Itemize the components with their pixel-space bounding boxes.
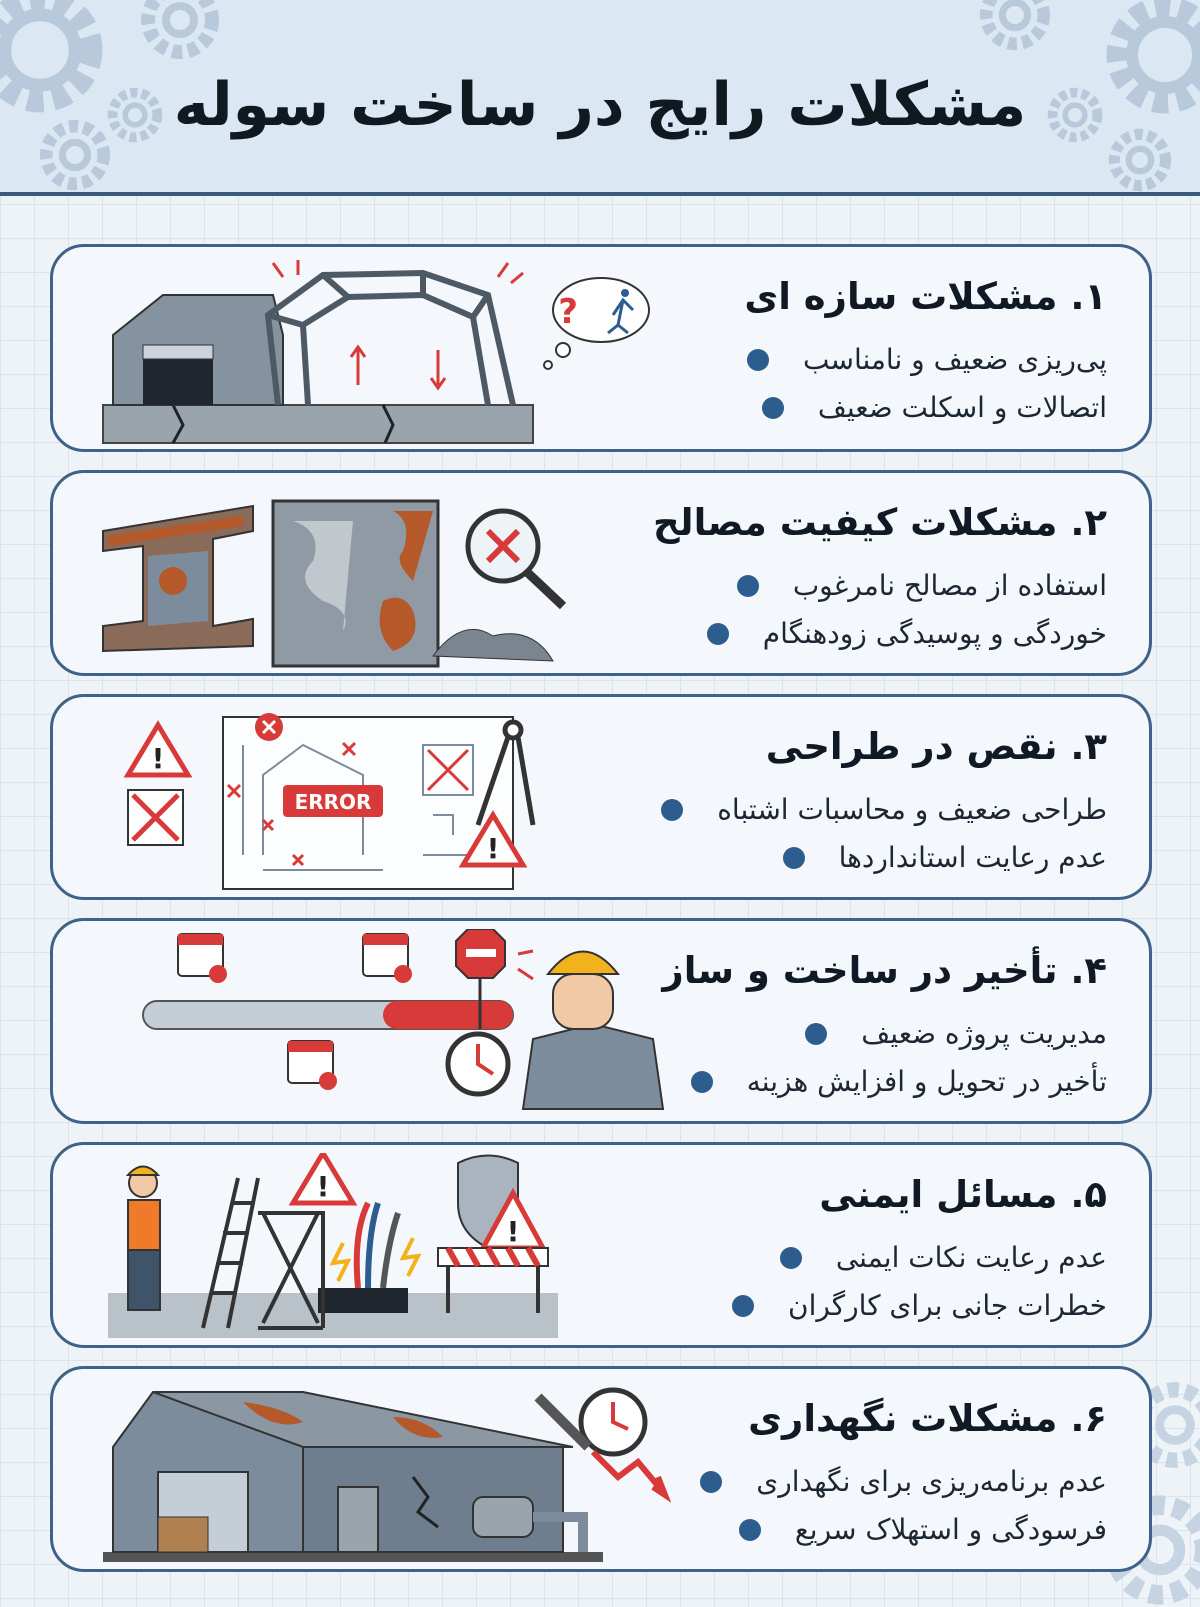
section-text bbox=[547, 1173, 1107, 1330]
list-item: عدم رعایت نکات ایمنی bbox=[547, 1234, 1107, 1282]
section-text bbox=[547, 275, 1107, 432]
list-item: اتصالات و اسکلت ضعیف bbox=[547, 384, 1107, 432]
bullet-icon bbox=[732, 1295, 754, 1317]
bullet-icon bbox=[707, 623, 729, 645]
bullet-icon bbox=[700, 1471, 722, 1493]
header-banner bbox=[0, 0, 1200, 196]
svg-text:!: ! bbox=[506, 1215, 520, 1248]
section-text bbox=[547, 1397, 1107, 1554]
svg-text:!: ! bbox=[151, 742, 165, 775]
section-card-safety bbox=[50, 1142, 1152, 1348]
bullet-icon bbox=[783, 847, 805, 869]
section-heading: ۴. تأخیر در ساخت و ساز bbox=[662, 949, 1107, 992]
bullet-icon bbox=[691, 1071, 713, 1093]
bullet-list bbox=[547, 786, 1107, 882]
section-heading: ۲. مشکلات کیفیت مصالح bbox=[653, 501, 1107, 544]
list-item: عدم برنامه‌ریزی برای نگهداری bbox=[547, 1458, 1107, 1506]
section-text bbox=[547, 949, 1107, 1106]
bullet-icon bbox=[661, 799, 683, 821]
bullet-icon bbox=[737, 575, 759, 597]
svg-text:!: ! bbox=[316, 1170, 330, 1203]
svg-text:!: ! bbox=[486, 832, 500, 865]
section-heading: ۳. نقص در طراحی bbox=[765, 725, 1107, 768]
bullet-list bbox=[547, 336, 1107, 432]
list-item: مدیریت پروژه ضعیف bbox=[547, 1010, 1107, 1058]
list-item: خطرات جانی برای کارگران bbox=[547, 1282, 1107, 1330]
bullet-list bbox=[547, 562, 1107, 658]
section-card-structural bbox=[50, 244, 1152, 452]
worker bbox=[128, 1167, 160, 1311]
section-card-delays bbox=[50, 918, 1152, 1124]
section-text bbox=[547, 501, 1107, 658]
section-card-design bbox=[50, 694, 1152, 900]
bullet-icon bbox=[747, 349, 769, 371]
section-heading: ۶. مشکلات نگهداری bbox=[748, 1397, 1107, 1440]
list-item: عدم رعایت استانداردها bbox=[547, 834, 1107, 882]
list-item: طراحی ضعیف و محاسبات اشتباه bbox=[547, 786, 1107, 834]
section-card-materials bbox=[50, 470, 1152, 676]
list-item: استفاده از مصالح نامرغوب bbox=[547, 562, 1107, 610]
list-item: تأخیر در تحویل و افزایش هزینه bbox=[547, 1058, 1107, 1106]
bullet-icon bbox=[762, 397, 784, 419]
bullet-icon bbox=[739, 1519, 761, 1541]
bullet-icon bbox=[780, 1247, 802, 1269]
section-text bbox=[547, 725, 1107, 882]
list-item: پی‌ریزی ضعیف و نامناسب bbox=[547, 336, 1107, 384]
bullet-icon bbox=[805, 1023, 827, 1045]
list-item: فرسودگی و استهلاک سریع bbox=[547, 1506, 1107, 1554]
bullet-list bbox=[547, 1458, 1107, 1554]
calendar-icon bbox=[178, 934, 227, 983]
error-label: ERROR bbox=[294, 790, 372, 814]
bullet-list bbox=[547, 1234, 1107, 1330]
list-item: خوردگی و پوسیدگی زودهنگام bbox=[547, 610, 1107, 658]
section-card-maintenance bbox=[50, 1366, 1152, 1572]
gear-icon bbox=[130, 0, 230, 70]
section-heading: ۱. مشکلات سازه ای bbox=[744, 275, 1107, 318]
gear-icon bbox=[970, 0, 1060, 60]
page-title: مشکلات رایج در ساخت سوله bbox=[173, 70, 1027, 140]
svg-text:?: ? bbox=[558, 292, 578, 332]
bullet-list bbox=[547, 1010, 1107, 1106]
section-heading: ۵. مسائل ایمنی bbox=[819, 1173, 1107, 1216]
